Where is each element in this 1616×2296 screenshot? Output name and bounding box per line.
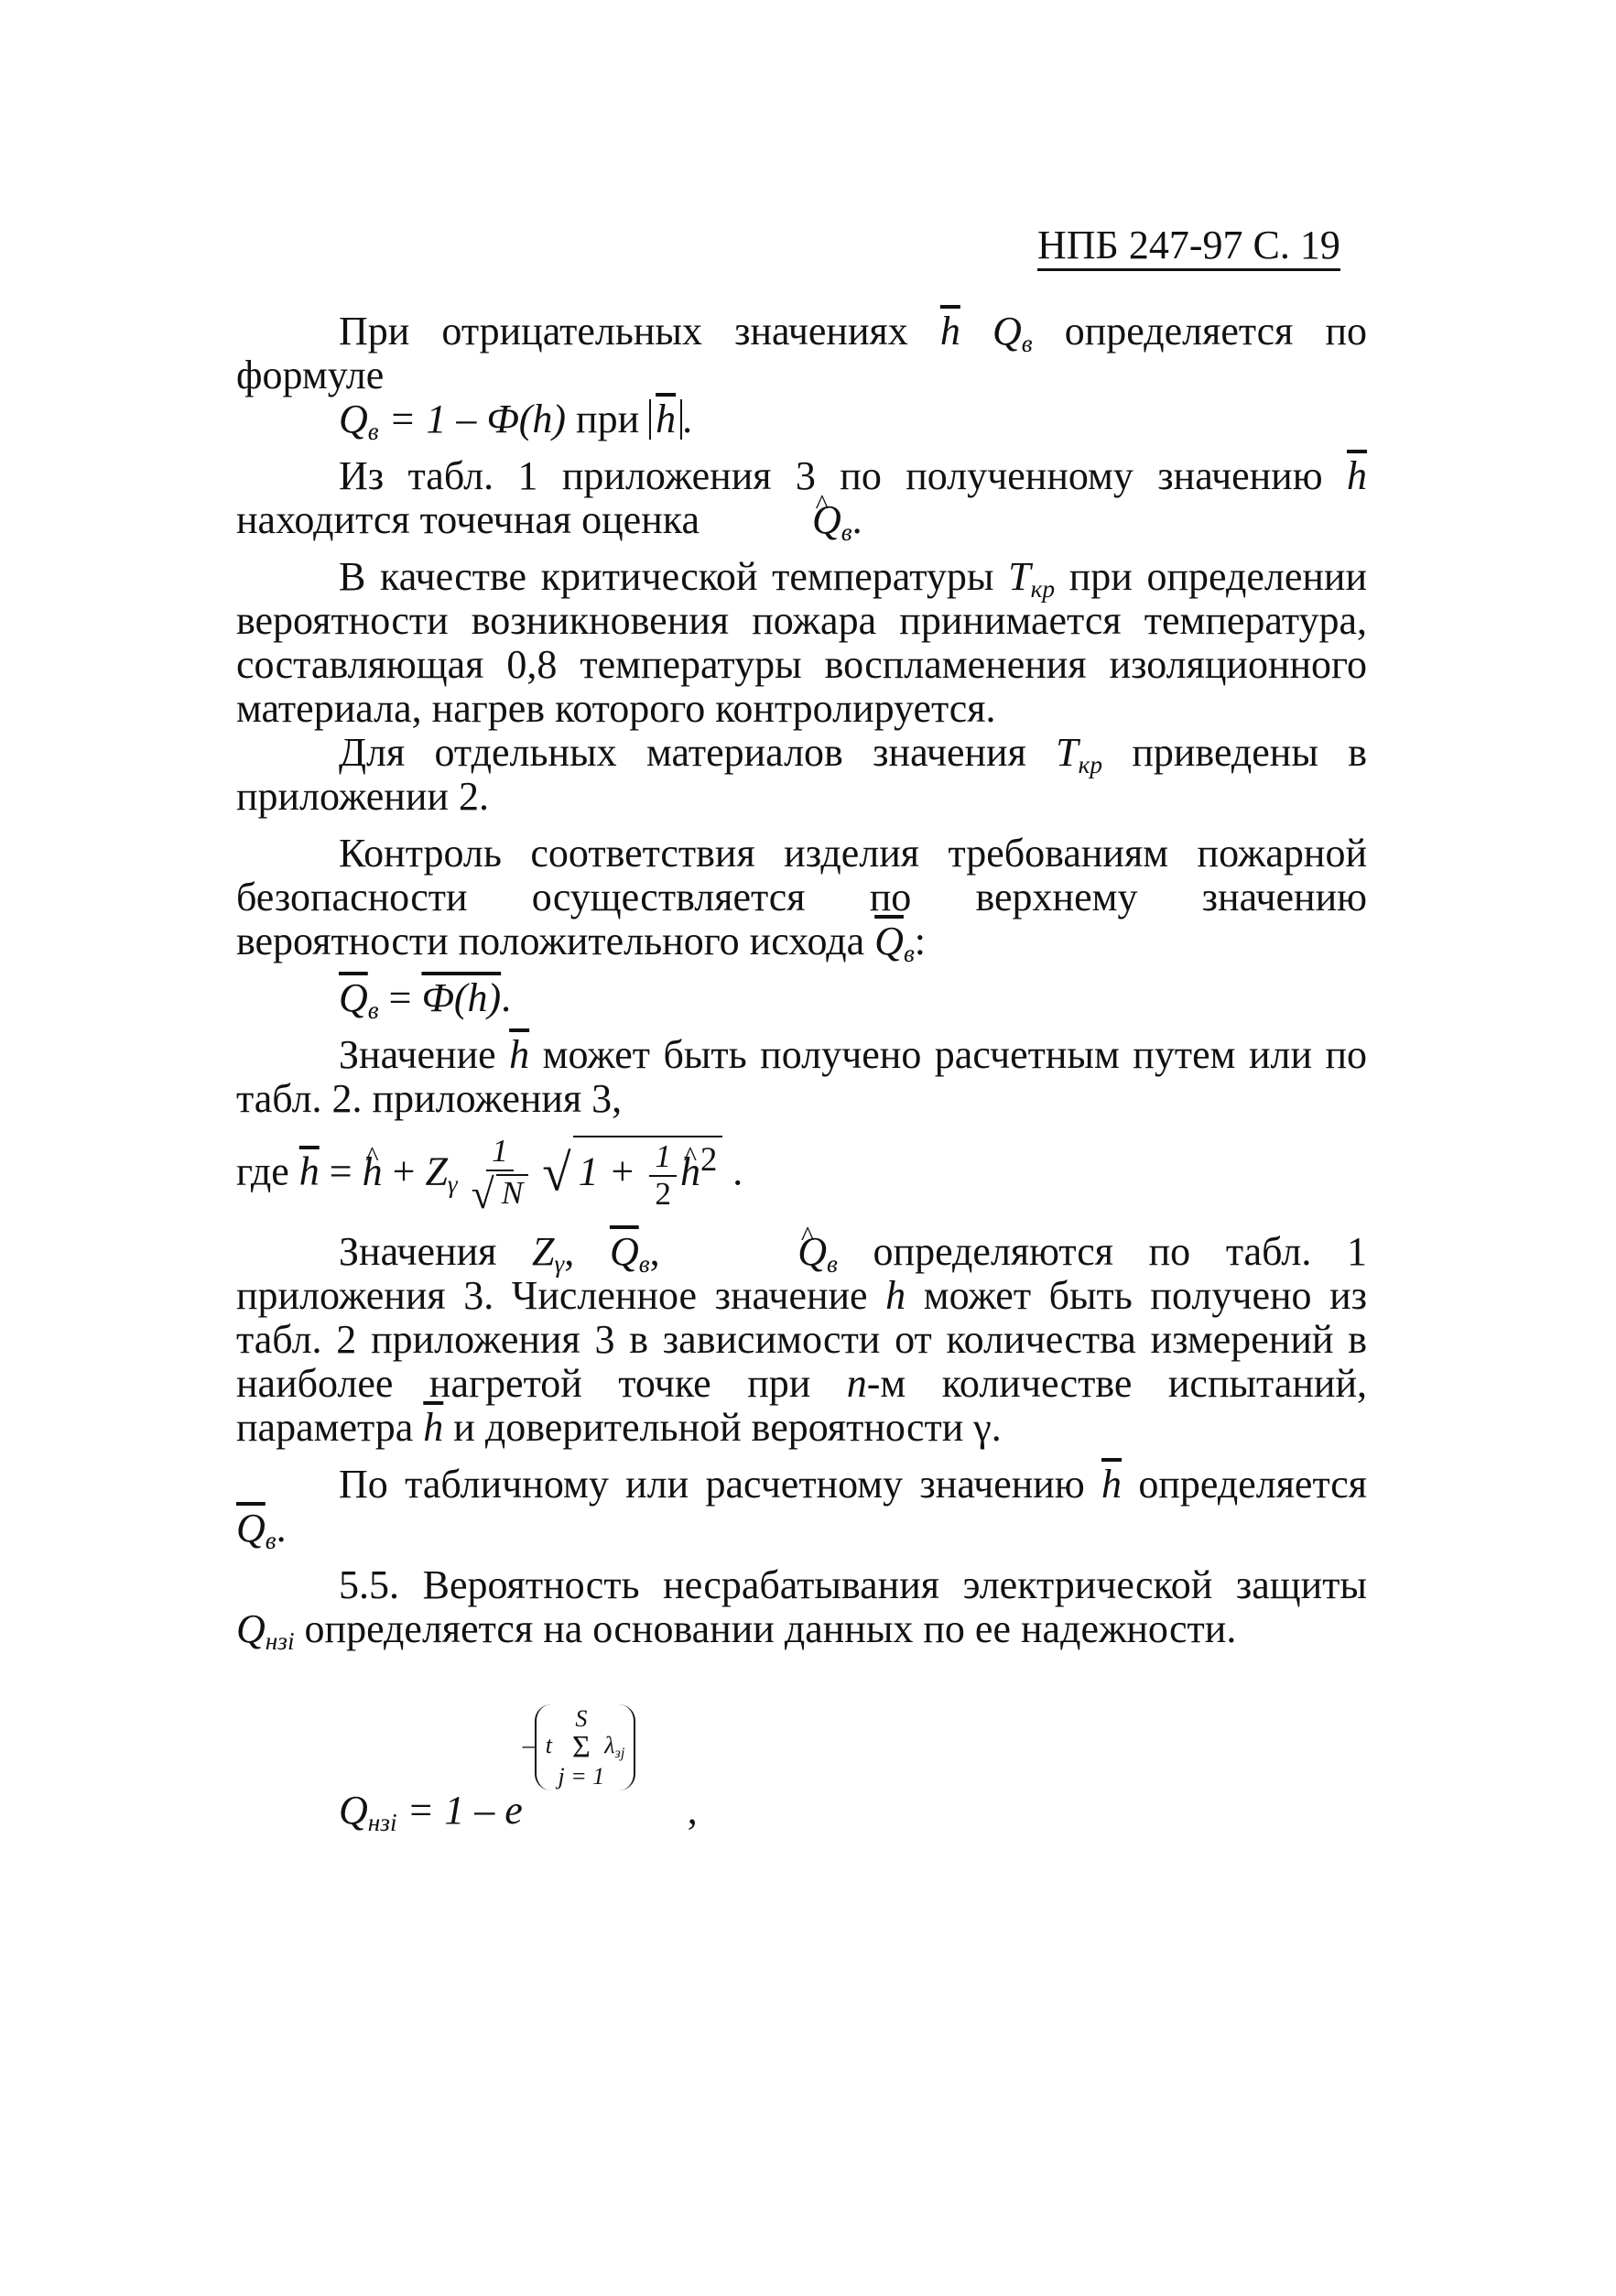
formula-exponent: – t S Σ j = 1 $\lambda_{зj}$ bbox=[523, 1814, 688, 1823]
paragraph: Значения $Z_\gamma$, $\overline{Q}_в$, Q $\^{}_в$ определяются по табл. 1 приложения 3. Численное значение h может быть получено из табл. 2 приложения 3 в зависимости от количества измерений в наиболее нагретой точке при n-м количестве испытаний, параметра $\overline{h}$ и доверительной вероятности γ. bbox=[236, 1230, 1367, 1450]
paragraph: Контроль соответствия изделия требованиям пожарной безопасности осуществляется по верхнему значению вероятности положительного исхода $\overline{Q}_в$: bbox=[236, 831, 1367, 968]
formula-q-lower: $Q_в = 1 - Ф(h)$ при $\overline{h}$ . bbox=[339, 397, 693, 446]
formula-q-nz: $Q_{нзi} = 1 - e$ – t S Σ j = 1 $\lambda_{зj}$ , bbox=[339, 1705, 698, 1837]
paragraph: При отрицательных значениях $\overline{h}$ $Q_в$ определяется по формуле bbox=[236, 309, 1368, 397]
formula-h-bar: где $\overline{h} = h$ ^ + $Z_\gamma$ $\frac{1}{√ N}$ √ 1 + $\frac{1}{2}$ h ^$^2$ . bbox=[236, 1134, 1367, 1217]
section-5-5: 5.5. Вероятность несрабатывания электрической защиты $Q_{нзi}$ определяется на основании данных по ее надежности. bbox=[236, 1562, 1367, 1656]
document-body bbox=[236, 309, 1368, 1837]
paragraph: Из табл. 1 приложения 3 по полученному значению $\overline{h}$ находится точечная оценка Q $\^{}_в$. bbox=[236, 454, 1367, 542]
paragraph: Значение $\overline{h}$ может быть получено расчетным путем или по табл. 2. приложения 3, bbox=[236, 1032, 1368, 1121]
page-header: НПБ 247-97 С. 19 bbox=[1037, 224, 1340, 271]
formula-q-upper: $\overline{Q}_в = Ф(h)$. bbox=[339, 975, 512, 1025]
paragraph: По табличному или расчетному значению $\overline{h}$ определяется $\overline{Q}_в$. bbox=[236, 1462, 1367, 1555]
paragraph: В качестве критической температуры $T_{кр}$ при определении вероятности возникновения пожара принимается температура, составляющая 0,8 температуры воспламенения изоляционного материала, нагрев которого контролируется. bbox=[236, 554, 1368, 731]
paragraph: Для отдельных материалов значения $T_{кр}$ приведены в приложении 2. bbox=[236, 730, 1367, 819]
